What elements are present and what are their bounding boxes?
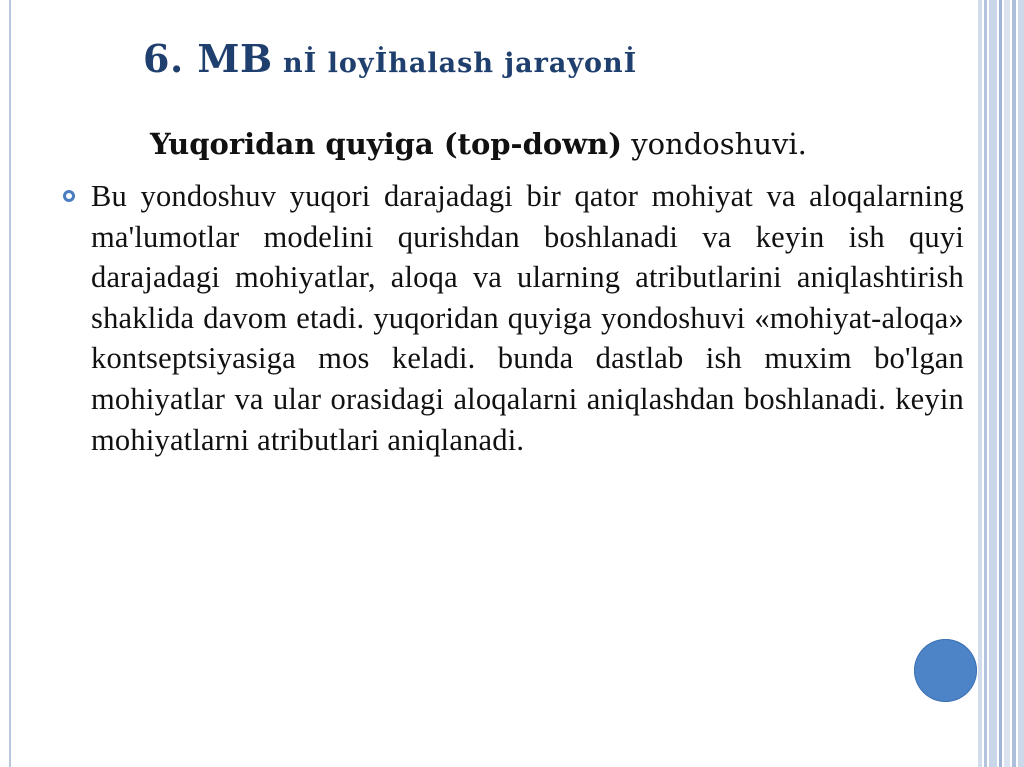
stripe — [978, 0, 982, 767]
right-decorative-stripes — [978, 0, 1024, 767]
stripe — [1004, 0, 1010, 767]
subheading — [150, 127, 807, 161]
title-prefix: 6. MB — [143, 36, 273, 81]
stripe — [1012, 0, 1016, 767]
left-border-rule — [9, 0, 11, 767]
body-paragraph: Bu yondoshuv yuqori darajadagi bir qator mohiyat va aloqalarning ma'lumotlar modelini qurishdan boshlanadi va keyin ish quyi darajadagi mohiyatlar, aloqa va ularning atributlarini aniqlashtirish shaklida davom etadi. yuqoridan quyiga yondoshuvi «mohiyat-aloqa» kontseptsiyasiga mos keladi. bunda dastlab ish muxim bo'lgan mohiyatlar va ular orasidagi aloqalarni aniqlashdan boshlanadi. keyin mohiyatlarni atributlari aniqlanadi. — [91, 179, 964, 457]
stripe — [984, 0, 987, 767]
decorative-circle — [914, 639, 977, 702]
slide-title — [143, 36, 637, 81]
bullet-ring-icon — [63, 190, 75, 202]
stripe — [989, 0, 997, 767]
subheading-bold: Yuqoridan quyiga (top-down) — [150, 127, 622, 161]
stripe — [1018, 0, 1024, 767]
stripe — [999, 0, 1002, 767]
title-rest: nİ loyİhalash jarayonİ — [272, 48, 638, 79]
subheading-normal: yondoshuvi. — [622, 127, 807, 161]
